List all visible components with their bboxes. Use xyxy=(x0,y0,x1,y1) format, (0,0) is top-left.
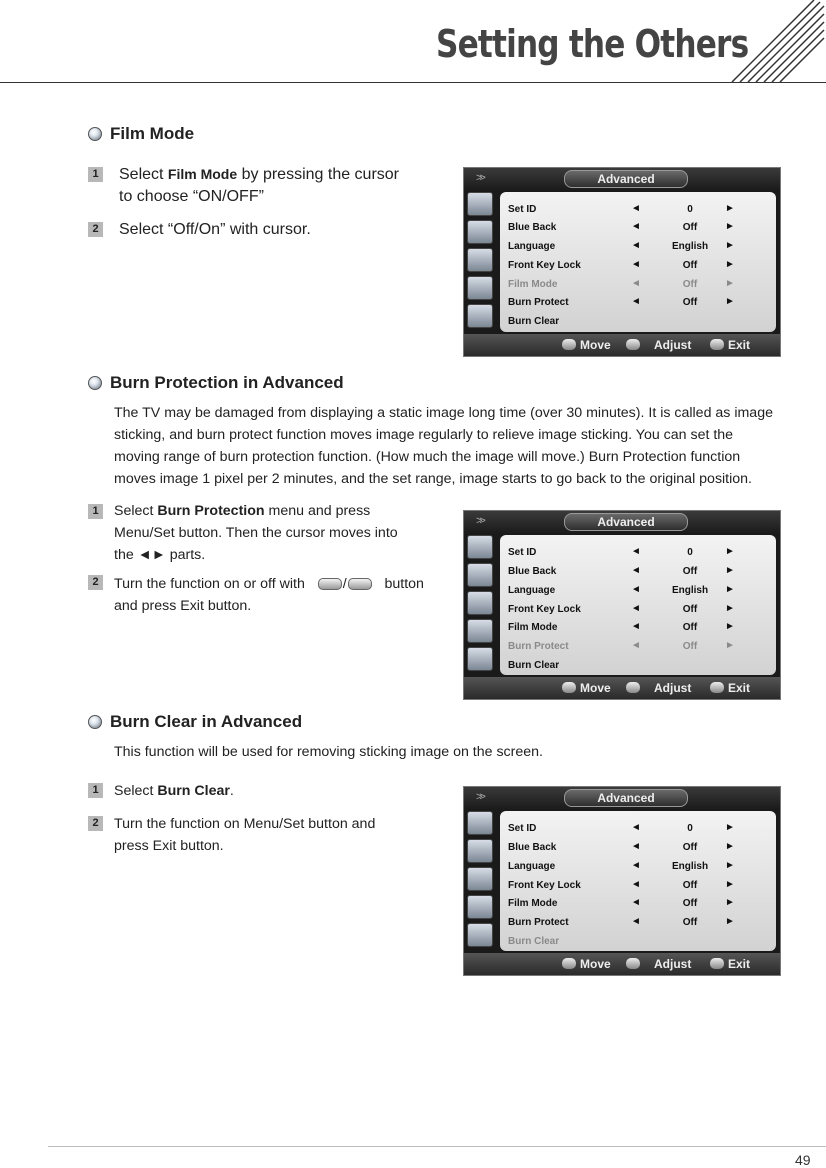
advanced-icon xyxy=(467,304,493,328)
sound-icon xyxy=(467,839,493,863)
osd-footer: Move Adjust Exit xyxy=(464,953,780,975)
osd-row: Set ID ◄ 0 ► xyxy=(508,822,735,834)
step-text: Select “Off/On” with cursor. xyxy=(119,221,311,238)
osd-title: Advanced xyxy=(564,170,688,188)
section-heading-film-mode: Film Mode xyxy=(88,124,194,144)
chevron-icon: >> xyxy=(476,791,483,803)
osd-row: Burn Clear xyxy=(508,660,560,671)
osd-row: Set ID ◄ 0 ► xyxy=(508,203,735,215)
step-badge: 1 xyxy=(88,783,103,798)
step-badge: 2 xyxy=(88,575,103,590)
osd-footer: Move Adjust Exit xyxy=(464,334,780,356)
bullet-icon xyxy=(88,715,102,729)
leftright-icon xyxy=(626,339,640,350)
osd-title: Advanced xyxy=(564,789,688,807)
osd-row: Language ◄ English ► xyxy=(508,860,735,872)
updown-icon xyxy=(562,339,576,350)
osd-side-icons xyxy=(467,535,493,673)
updown-icon xyxy=(562,682,576,693)
step-badge: 2 xyxy=(88,816,103,831)
left-button-icon xyxy=(318,578,342,590)
osd-row: Film Mode ◄ Off ► xyxy=(508,621,735,633)
osd-row: Blue Back ◄ Off ► xyxy=(508,221,735,233)
section-heading-burn-protection: Burn Protection in Advanced xyxy=(88,373,344,393)
section-heading-burn-clear: Burn Clear in Advanced xyxy=(88,712,302,732)
page-title: Setting the Others xyxy=(436,22,749,66)
chevron-icon: >> xyxy=(476,515,483,527)
osd-menu-burn-protect xyxy=(463,510,781,700)
osd-menu-film-mode xyxy=(463,167,781,357)
osd-row: Language ◄ English ► xyxy=(508,240,735,252)
step-badge: 1 xyxy=(88,167,103,182)
bullet-icon xyxy=(88,376,102,390)
header-rule xyxy=(0,82,826,83)
clock-icon xyxy=(467,895,493,919)
tools-icon xyxy=(467,591,493,615)
osd-row: Front Key Lock ◄ Off ► xyxy=(508,603,735,615)
osd-row: Burn Protect ◄ Off ► xyxy=(508,916,735,928)
picture-icon xyxy=(467,192,493,216)
bullet-icon xyxy=(88,127,102,141)
exit-icon xyxy=(710,339,724,350)
page-number: 49 xyxy=(795,1152,811,1168)
picture-icon xyxy=(467,535,493,559)
advanced-icon xyxy=(467,923,493,947)
osd-row: Front Key Lock ◄ Off ► xyxy=(508,259,735,271)
sound-icon xyxy=(467,220,493,244)
osd-row: Burn Protect ◄ Off ► xyxy=(508,296,735,308)
osd-menu-burn-clear xyxy=(463,786,781,976)
clock-icon xyxy=(467,619,493,643)
sound-icon xyxy=(467,563,493,587)
tools-icon xyxy=(467,867,493,891)
description: This function will be used for removing sticking image on the screen. xyxy=(114,744,543,760)
exit-icon xyxy=(710,682,724,693)
step-badge: 2 xyxy=(88,222,103,237)
osd-row: Front Key Lock ◄ Off ► xyxy=(508,879,735,891)
osd-side-icons xyxy=(467,192,493,330)
updown-icon xyxy=(562,958,576,969)
osd-side-icons xyxy=(467,811,493,949)
tools-icon xyxy=(467,248,493,272)
exit-icon xyxy=(710,958,724,969)
step-text: Select Burn Protection menu and press Menu/Set button. Then the cursor moves into the ◄► parts. xyxy=(114,503,398,563)
osd-row: Blue Back ◄ Off ► xyxy=(508,841,735,853)
step-text: Turn the function on Menu/Set button and press Exit button. xyxy=(114,816,376,854)
right-button-icon xyxy=(348,578,372,590)
osd-footer: Move Adjust Exit xyxy=(464,677,780,699)
osd-row-selected: Burn Clear xyxy=(508,936,560,947)
osd-row: Set ID ◄ 0 ► xyxy=(508,546,735,558)
description: The TV may be damaged from displaying a static image long time (over 30 minutes). It is called as image sticking, and burn protect function moves image regularly to relieve image sticking. You can set the moving range of burn protection function. (How much the image will move.) Burn Protection function moves image 1 pixel per 2 minutes, and the set range, image starts to go back to the original position. xyxy=(114,405,773,487)
osd-row: Film Mode ◄ Off ► xyxy=(508,897,735,909)
osd-row-selected: Burn Protect ◄ Off ► xyxy=(508,640,735,652)
leftright-icon xyxy=(626,958,640,969)
advanced-icon xyxy=(467,647,493,671)
osd-row: Burn Clear xyxy=(508,316,560,327)
chevron-icon: >> xyxy=(476,172,483,184)
osd-row-selected: Film Mode ◄ Off ► xyxy=(508,278,735,290)
step-text: Turn the function on or off with / button and press Exit button. xyxy=(114,576,424,614)
step-text: Select Film Mode by pressing the cursor to choose “ON/OFF” xyxy=(119,166,400,205)
osd-row: Language ◄ English ► xyxy=(508,584,735,596)
picture-icon xyxy=(467,811,493,835)
clock-icon xyxy=(467,276,493,300)
footer-rule xyxy=(48,1146,826,1147)
step-text: Select Burn Clear. xyxy=(114,783,234,799)
osd-row: Blue Back ◄ Off ► xyxy=(508,565,735,577)
hatch-decoration xyxy=(730,0,826,84)
step-badge: 1 xyxy=(88,504,103,519)
osd-title: Advanced xyxy=(564,513,688,531)
leftright-icon xyxy=(626,682,640,693)
